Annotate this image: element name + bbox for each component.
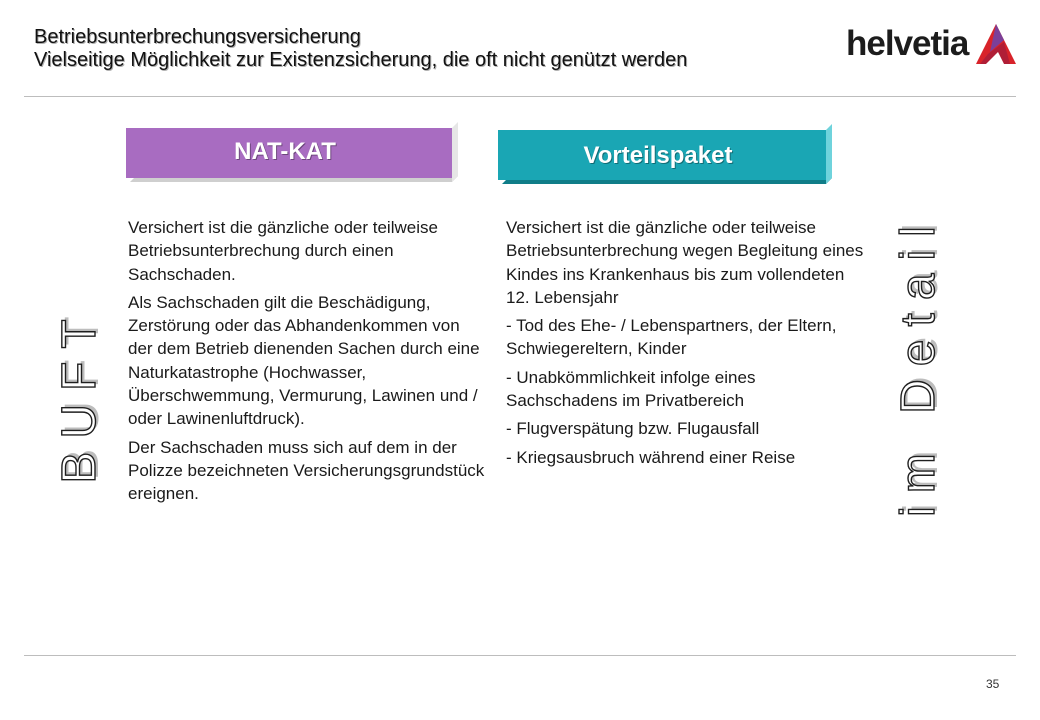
slide-title — [34, 26, 687, 72]
logo-triangle-icon — [974, 22, 1018, 66]
header-divider — [24, 96, 1016, 97]
natkat-heading: NAT-KAT — [234, 138, 336, 165]
paragraph: Versichert ist die gänzliche oder teilweise Betriebsunterbrechung wegen Begleitung eines Kindes ins Krankenhaus bis zum vollendeten 12. Lebensjahr — [506, 218, 864, 307]
list-item: - Kriegsausbruch während einer Reise — [506, 447, 796, 467]
list-item: - Unabkömmlichkeit infolge eines Sachschadens im Privatbereich — [506, 367, 756, 411]
list-item: - Tod des Ehe- / Lebenspartners, der Eltern, Schwiegereltern, Kinder — [506, 316, 837, 359]
helvetia-logo — [846, 22, 1018, 70]
natkat-description — [128, 216, 488, 511]
paragraph: Versichert ist die gänzliche oder teilweise Betriebsunterbrechung durch einen Sachschaden. — [128, 218, 438, 284]
paragraph: Der Sachschaden muss sich auf dem in der Polizze bezeichneten Versicherungsgrundstück ereignen. — [128, 437, 485, 504]
vorteilspaket-description — [506, 216, 866, 474]
footer-divider — [24, 655, 1016, 656]
logo-wordmark: helvetia — [846, 24, 969, 63]
title-line-1: Betriebsunterbrechungsversicherung — [34, 26, 361, 48]
buft-side-label: BUFT — [53, 306, 106, 484]
page-number: 35 — [986, 677, 1000, 691]
title-line-2: Vielseitige Möglichkeit zur Existenzsicherung, die oft nicht genützt werden — [34, 49, 688, 71]
paragraph: Als Sachschaden gilt die Beschädigung, Zerstörung oder das Abhandenkommen von der dem Betrieb dienenden Sachen durch eine Naturkatastrophe (Hochwasser, Überschwemmung, Vermurung, Lawinen und / oder Lawinenluftdruck). — [128, 292, 480, 429]
list-item: - Flugverspätung bzw. Flugausfall — [506, 419, 760, 439]
im-detail-side-label: im Detail — [892, 213, 945, 517]
natkat-header — [126, 122, 458, 186]
vorteilspaket-heading: Vorteilspaket — [583, 142, 733, 169]
vorteilspaket-header — [498, 124, 832, 188]
